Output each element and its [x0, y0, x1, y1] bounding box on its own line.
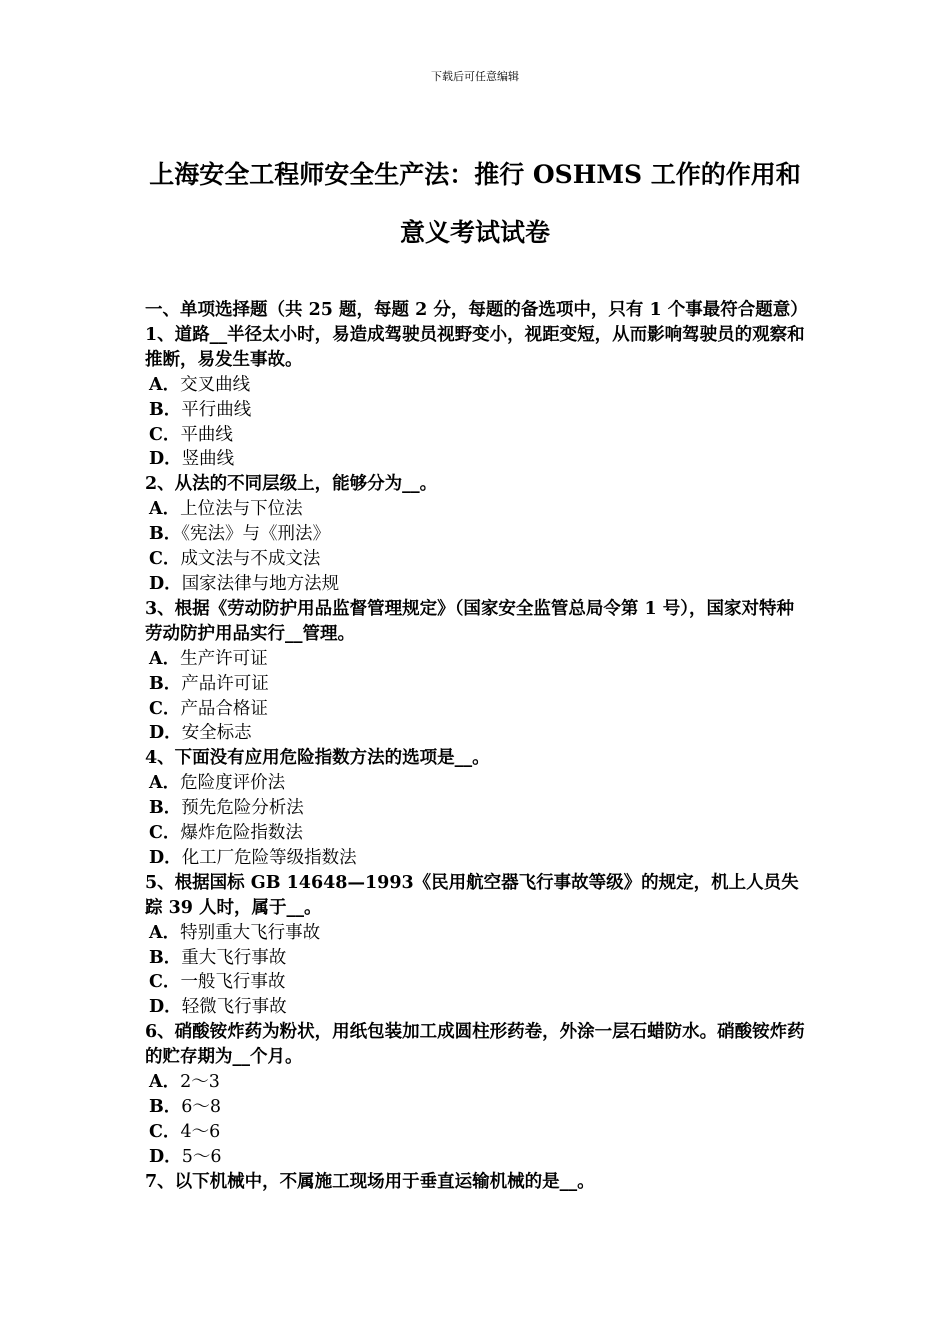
option-text: 成文法与不成文法	[180, 549, 321, 570]
option-text: 安全标志	[181, 723, 252, 744]
option-letter: A．	[149, 773, 181, 794]
option-text: 交叉曲线	[180, 374, 251, 395]
option-letter: C．	[149, 424, 181, 445]
option-text: 平曲线	[180, 424, 233, 445]
option-text: 4～6	[180, 1121, 221, 1142]
question-stem: 4、下面没有应用危险指数方法的选项是__。	[145, 748, 490, 769]
option-text: 6～8	[181, 1097, 222, 1117]
option-text: 产品许可证	[181, 673, 269, 694]
option-text: 特别重大飞行事故	[180, 922, 321, 943]
question-list	[145, 323, 810, 1195]
question-stem: 3、根据《劳动防护用品监督管理规定》（国家安全监管总局令第 1 号），国家对特种劳动防护用品实行__管理。	[145, 598, 795, 644]
option-letter: D．	[149, 573, 182, 594]
option-letter: C．	[149, 823, 181, 844]
answer-option	[145, 946, 810, 971]
document-title: 上海安全工程师安全生产法：推行 OSHMS 工作的作用和意义考试试卷	[149, 160, 801, 247]
answer-option	[145, 1120, 810, 1145]
option-letter: A．	[149, 922, 181, 943]
option-text: 产品合格证	[180, 698, 268, 719]
option-letter: D．	[149, 1146, 182, 1167]
option-text: 5～6	[181, 1146, 222, 1167]
option-letter: C．	[149, 972, 181, 993]
question-stem: 6、硝酸铵炸药为粉状，用纸包装加工成圆柱形药卷，外涂一层石蜡防水。硝酸铵炸药的贮存期为__个月。	[145, 1022, 805, 1068]
answer-option	[145, 796, 810, 821]
answer-option	[145, 846, 810, 871]
option-text: 轻微飞行事故	[181, 997, 287, 1018]
question-stem: 7、以下机械中，不属施工现场用于垂直运输机械的是__。	[145, 1171, 595, 1192]
answer-option	[145, 921, 810, 946]
answer-option	[145, 970, 810, 995]
answer-option	[145, 821, 810, 846]
answer-option	[145, 423, 810, 448]
option-text: 平行曲线	[181, 399, 252, 420]
option-text: 生产许可证	[180, 648, 268, 669]
option-letter: B．	[149, 798, 182, 819]
answer-option	[145, 721, 810, 746]
question-stem: 5、根据国标 GB 14648—1993《民用航空器飞行事故等级》的规定，机上人员失踪 39 人时，属于__。	[145, 872, 799, 918]
answer-option	[145, 1070, 810, 1095]
section-heading: 一、单项选择题（共 25 题，每题 2 分，每题的备选项中，只有 1 个事最符合题意）	[145, 300, 808, 320]
option-letter: D．	[149, 847, 182, 868]
option-text: 危险度评价法	[180, 773, 286, 794]
option-letter: C．	[149, 549, 181, 570]
answer-option	[145, 373, 810, 398]
answer-option	[145, 647, 810, 672]
option-text: 爆炸危险指数法	[180, 823, 303, 844]
option-letter: A．	[149, 374, 181, 395]
answer-option	[145, 771, 810, 796]
option-letter: D．	[149, 723, 182, 744]
option-text: 化工厂危险等级指数法	[181, 847, 357, 868]
document-content	[145, 298, 810, 1195]
option-letter: B．	[149, 947, 182, 968]
option-letter: D．	[149, 449, 182, 470]
option-text: 竖曲线	[181, 449, 235, 470]
option-letter: D．	[149, 997, 182, 1018]
answer-option	[145, 547, 810, 572]
option-text: 上位法与下位法	[180, 499, 303, 520]
answer-option	[145, 1145, 810, 1170]
answer-option	[145, 672, 810, 697]
question-stem: 1、道路__半径太小时，易造成驾驶员视野变小，视距变短，从而影响驾驶员的观察和推断，易发生事故。	[145, 324, 805, 370]
option-letter: A．	[149, 499, 181, 520]
header-note: 下载后可任意编辑	[431, 70, 519, 83]
question-stem: 2、从法的不同层级上，能够分为__。	[145, 474, 438, 495]
answer-option	[145, 1095, 810, 1120]
option-text: 《宪法》与《刑法》	[181, 524, 331, 545]
option-text: 预先危险分析法	[181, 798, 304, 819]
option-letter: A．	[149, 1072, 181, 1093]
answer-option	[145, 497, 810, 522]
answer-option	[145, 398, 810, 423]
answer-option	[145, 447, 810, 472]
option-letter: A．	[149, 648, 181, 669]
option-letter: C．	[149, 1121, 181, 1142]
option-letter: B．	[149, 399, 182, 420]
option-letter: C．	[149, 698, 181, 719]
option-letter: B．	[149, 673, 182, 694]
answer-option	[145, 697, 810, 722]
option-text: 一般飞行事故	[180, 972, 286, 993]
option-text: 国家法律与地方法规	[181, 573, 340, 594]
answer-option	[145, 995, 810, 1020]
option-text: 重大飞行事故	[181, 947, 287, 968]
answer-option	[145, 572, 810, 597]
answer-option	[145, 522, 810, 547]
option-letter: B．	[149, 524, 182, 545]
option-letter: B．	[149, 1097, 182, 1117]
option-text: 2～3	[180, 1072, 220, 1093]
